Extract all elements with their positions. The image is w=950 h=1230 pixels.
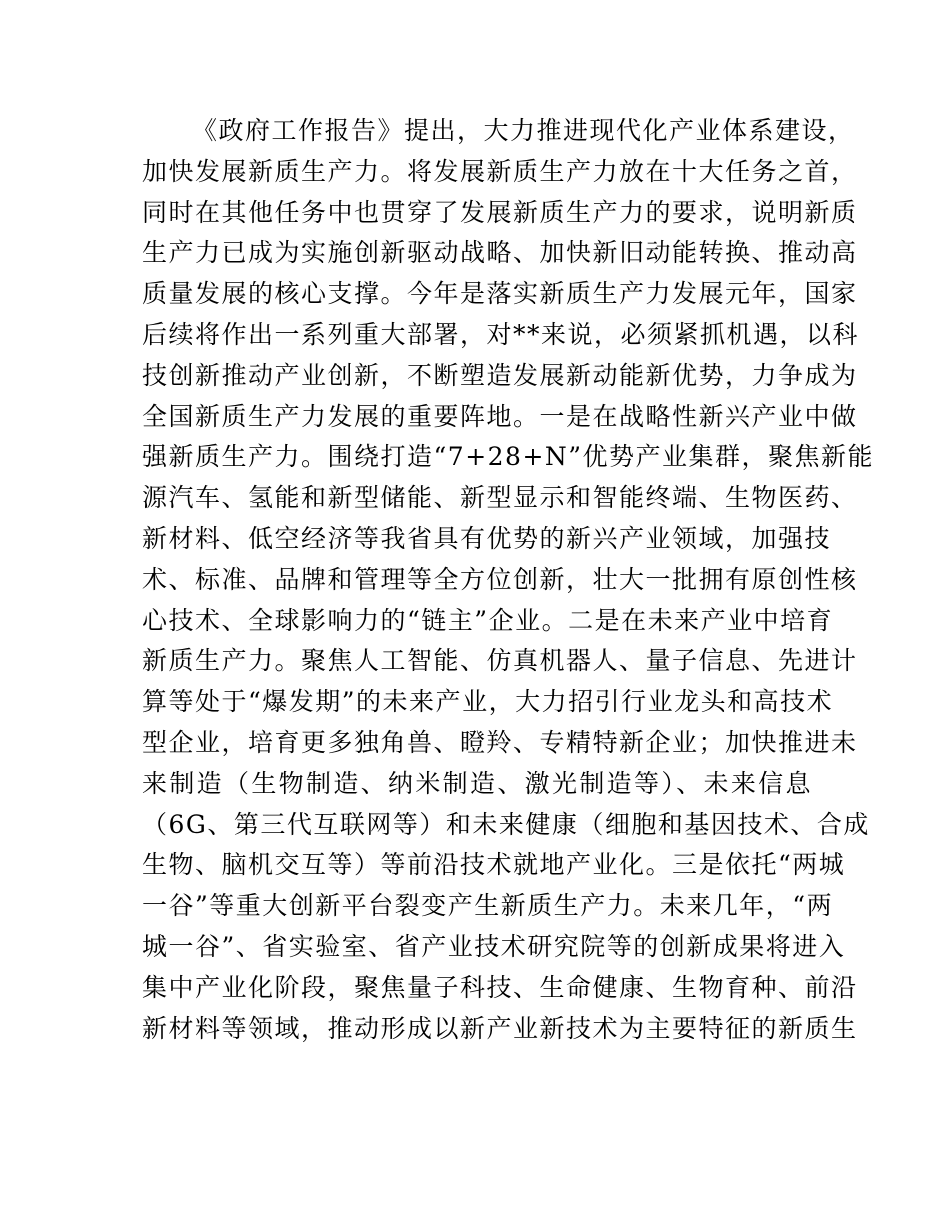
paragraph-line: 新质生产力。聚焦人工智能、仿真机器人、量子信息、先进计 — [142, 646, 858, 676]
paragraph-line: 源汽车、氢能和新型储能、新型显示和智能终端、生物医药、 — [142, 483, 858, 513]
paragraph-line: 强新质生产力。围绕打造“7+28+N”优势产业集群，聚焦新能 — [142, 442, 875, 472]
paragraph-line: 城一谷”、省实验室、省产业技术研究院等的创新成果将进入 — [142, 931, 846, 961]
paragraph-line: 同时在其他任务中也贯穿了发展新质生产力的要求，说明新质 — [142, 197, 858, 227]
paragraph-line: 技创新推动产业创新，不断塑造发展新动能新优势，力争成为 — [142, 360, 858, 390]
paragraph-line: 一谷”等重大创新平台裂变产生新质生产力。未来几年，“两 — [142, 891, 834, 921]
paragraph-line: 《政府工作报告》提出，大力推进现代化产业体系建设， — [192, 116, 855, 145]
paragraph-line: 新材料等领域，推动形成以新产业新技术为主要特征的新质生 — [142, 1013, 858, 1043]
paragraph-line: 生物、脑机交互等）等前沿技术就地产业化。三是依托“两城 — [142, 850, 846, 880]
paragraph-line: 质量发展的核心支撑。今年是落实新质生产力发展元年，国家 — [142, 279, 858, 309]
paragraph-line: 术、标准、品牌和管理等全方位创新，壮大一批拥有原创性核 — [142, 564, 858, 594]
paragraph-line: 加快发展新质生产力。将发展新质生产力放在十大任务之首， — [142, 156, 858, 186]
paragraph-line: 心技术、全球影响力的“链主”企业。二是在未来产业中培育 — [142, 605, 834, 635]
paragraph-line: 算等处于“爆发期”的未来产业，大力招引行业龙头和高技术 — [142, 687, 834, 717]
paragraph-line: 型企业，培育更多独角兽、瞪羚、专精特新企业；加快推进未 — [142, 727, 858, 757]
paragraph-line: 生产力已成为实施创新驱动战略、加快新旧动能转换、推动高 — [142, 238, 858, 268]
body-paragraph — [142, 111, 875, 1049]
paragraph-line: （6G、第三代互联网等）和未来健康（细胞和基因技术、合成 — [142, 809, 870, 839]
paragraph-line: 后续将作出一系列重大部署，对**来说，必须紧抓机遇，以科 — [142, 319, 860, 349]
paragraph-line: 新材料、低空经济等我省具有优势的新兴产业领域，加强技 — [142, 523, 832, 553]
paragraph-line: 来制造（生物制造、纳米制造、激光制造等）、未来信息 — [142, 768, 812, 798]
paragraph-line: 全国新质生产力发展的重要阵地。一是在战略性新兴产业中做 — [142, 401, 858, 431]
paragraph-line: 集中产业化阶段，聚焦量子科技、生命健康、生物育种、前沿 — [142, 972, 858, 1002]
